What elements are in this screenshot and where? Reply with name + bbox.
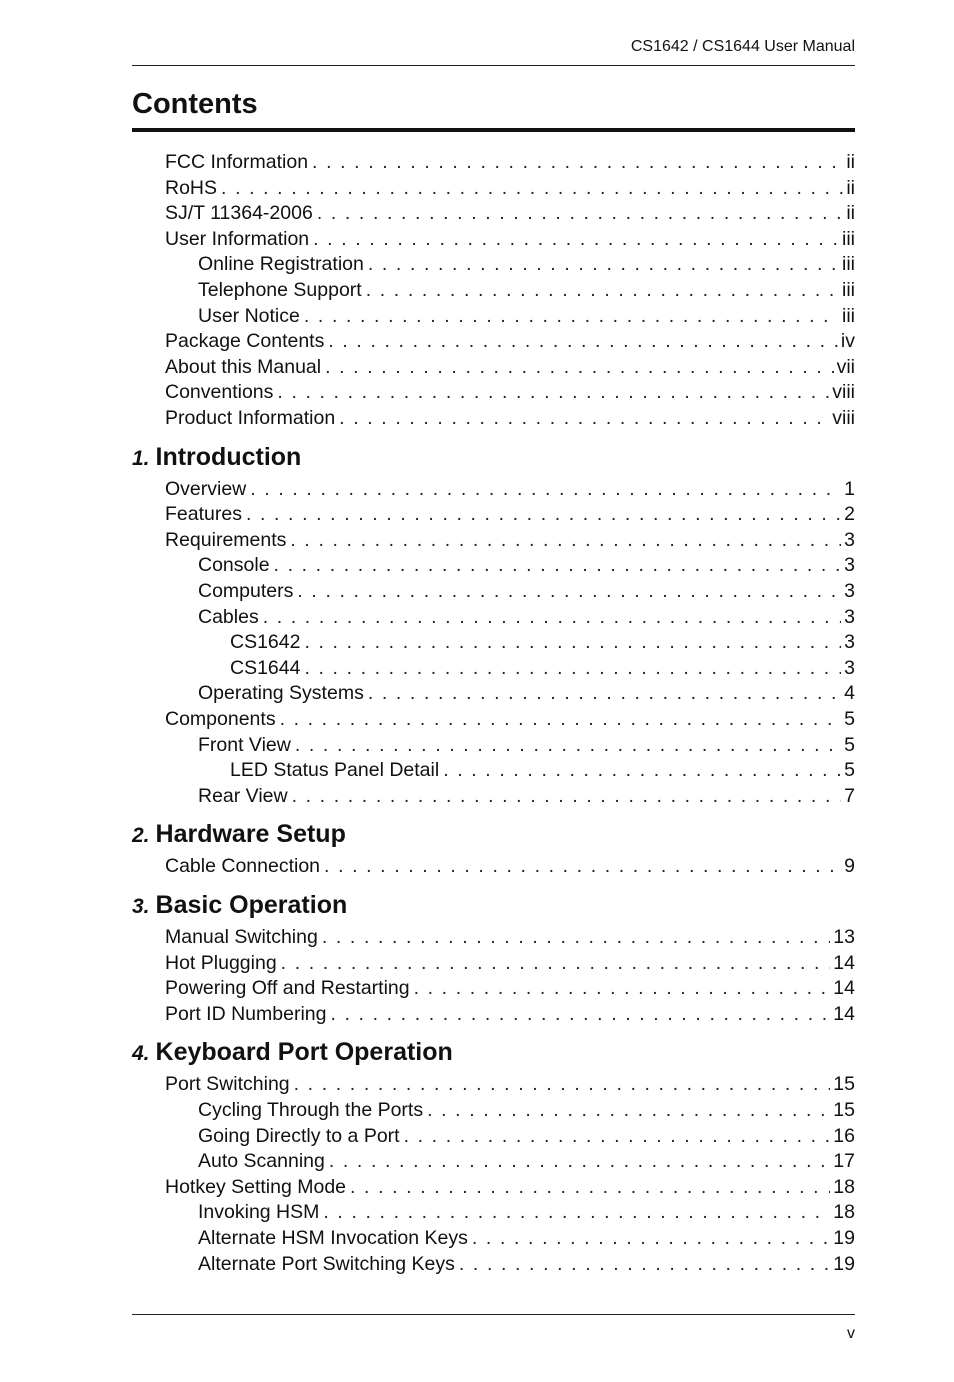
toc-entry-page: 2 [844,503,855,526]
toc-leader-dots [277,381,829,404]
toc-entry-label: Features [165,503,242,526]
toc-entry-page: 7 [844,784,855,807]
contents-rule [132,128,855,132]
toc-entry-label: SJ/T 11364-2006 [165,202,313,225]
contents-heading: Contents [132,88,258,120]
toc-entry-label: Powering Off and Restarting [165,977,410,1000]
toc-leader-dots [366,279,839,302]
toc-leader-dots [368,253,839,276]
toc-entry-label: Cycling Through the Ports [198,1099,424,1121]
chapter-number: 2. [132,824,150,848]
toc-entry-page: iii [842,304,855,327]
toc-entry-page: viii [832,407,855,429]
toc-leader-dots [328,330,838,353]
chapter-heading[interactable] [132,891,347,920]
toc-entry-label: CS1642 [230,631,301,654]
toc-entry-page: 17 [833,1150,855,1173]
toc-entry[interactable] [132,330,855,354]
toc-entry[interactable] [132,478,855,502]
toc-entry[interactable] [132,1003,855,1027]
toc-entry[interactable] [132,952,855,976]
chapter-title: Hardware Setup [155,820,346,849]
toc-entry[interactable] [132,305,855,329]
toc-entry-page: vii [836,355,855,378]
toc-entry-label: Online Registration [198,253,364,276]
toc-leader-dots [294,1073,831,1096]
toc-entry-label: CS1644 [230,656,301,679]
toc-entry[interactable] [132,503,855,527]
toc-entry[interactable] [132,1150,855,1174]
toc-entry[interactable] [132,785,855,809]
chapter-heading[interactable] [132,443,301,472]
toc-leader-dots [304,305,839,328]
toc-entry-page: 15 [833,1099,855,1121]
toc-leader-dots [274,554,842,577]
chapter-title: Basic Operation [155,891,348,919]
toc-entry[interactable] [132,407,855,431]
toc-entry-label: Port Switching [165,1073,290,1096]
toc-entry-label: Alternate HSM Invocation Keys [198,1227,468,1249]
toc-entry-label: Port ID Numbering [165,1002,327,1025]
footer-rule [132,1314,855,1315]
toc-entry[interactable] [132,151,855,175]
toc-entry[interactable] [132,554,855,578]
toc-entry-label: Requirements [165,528,287,551]
toc-leader-dots [313,228,839,251]
toc-entry-label: Console [198,554,270,577]
chapter-number: 3. [132,895,150,918]
toc-entry-page: 18 [833,1201,855,1224]
toc-entry-label: Auto Scanning [198,1150,325,1173]
toc-entry-label: RoHS [165,176,218,199]
toc-leader-dots [322,926,830,949]
chapter-number: 4. [132,1042,150,1066]
toc-entry[interactable] [132,1201,855,1225]
toc-entry-page: 3 [844,580,855,602]
toc-entry-page: 14 [833,977,855,1000]
chapter-title: Keyboard Port Operation [155,1038,453,1067]
toc-entry-label: Computers [198,580,294,602]
toc-leader-dots [427,1099,830,1122]
toc-entry-label: Hotkey Setting Mode [165,1175,347,1198]
toc-entry-page: iii [842,253,855,276]
toc-leader-dots [317,202,844,225]
toc-entry-label: Hot Plugging [165,951,277,974]
toc-leader-dots [329,1150,830,1173]
toc-entry-label: Telephone Support [198,279,362,301]
toc-entry[interactable] [132,1099,855,1123]
toc-entry[interactable] [132,279,855,303]
toc-entry-page: 18 [833,1175,855,1198]
toc-leader-dots [281,952,831,975]
toc-entry-page: 5 [844,733,855,756]
toc-entry-label: Cables [198,605,259,628]
toc-entry-label: Cable Connection [165,855,321,878]
toc-leader-dots [292,785,842,808]
toc-entry-page: 1 [844,477,855,500]
toc-entry[interactable] [132,356,855,380]
toc-entry-label: Conventions [165,381,274,404]
toc-entry-page: 3 [844,528,855,551]
toc-entry[interactable] [132,708,855,732]
toc-leader-dots [295,734,841,757]
toc-entry[interactable] [132,529,855,553]
toc-entry[interactable] [132,177,855,201]
toc-entry[interactable] [132,606,855,630]
toc-entry[interactable] [132,228,855,252]
toc-entry-page: viii [832,381,855,404]
toc-entry-page: 3 [844,605,855,628]
toc-leader-dots [459,1253,830,1276]
toc-entry-page: iii [842,227,855,250]
toc-entry-label: Rear View [198,784,288,807]
toc-entry[interactable] [132,1125,855,1149]
toc-entry-page: 15 [833,1073,855,1096]
toc-leader-dots [339,407,829,430]
toc-entry[interactable] [132,631,855,655]
toc-leader-dots [414,977,831,1000]
toc-entry[interactable] [132,682,855,706]
page-header-title: CS1642 / CS1644 User Manual [630,38,855,55]
toc-entry-page: 5 [844,708,855,730]
toc-entry-page: ii [846,176,855,199]
toc-entry-page: 14 [833,951,855,974]
toc-entry[interactable] [132,977,855,1001]
toc-entry-label: About this Manual [165,355,322,378]
toc-leader-dots [297,580,841,603]
toc-entry-label: Components [165,708,276,730]
toc-entry[interactable] [132,926,855,950]
toc-entry[interactable] [132,1253,855,1277]
toc-entry-page: 3 [844,656,855,679]
toc-entry-label: Manual Switching [165,926,318,948]
toc-entry-label: LED Status Panel Detail [230,759,440,782]
toc-entry-label: User Notice [198,304,300,327]
toc-entry-page: 14 [833,1002,855,1025]
toc-entry[interactable] [132,253,855,277]
chapter-heading[interactable] [132,1038,453,1067]
toc-entry-label: FCC Information [165,151,309,173]
toc-entry[interactable] [132,657,855,681]
toc-entry[interactable] [132,1227,855,1251]
chapter-number: 1. [132,446,150,470]
toc-entry-label: Package Contents [165,330,325,353]
toc-leader-dots [330,1003,830,1026]
toc-entry[interactable] [132,855,855,879]
chapter-title: Introduction [155,442,302,471]
toc-leader-dots [323,1201,830,1224]
toc-leader-dots [443,759,841,782]
toc-entry-label: Front View [198,733,291,756]
toc-entry-page: 19 [833,1227,855,1249]
chapter-heading[interactable] [132,820,346,849]
toc-entry[interactable] [132,1176,855,1200]
toc-leader-dots [263,606,841,629]
toc-entry-page: ii [846,202,855,225]
toc-leader-dots [221,177,843,200]
toc-entry[interactable] [132,580,855,604]
toc-leader-dots [250,478,841,501]
toc-entry-page: 4 [844,682,855,705]
toc-leader-dots [472,1227,830,1250]
toc-entry-page: 16 [833,1124,855,1147]
toc-entry-page: 19 [833,1252,855,1275]
toc-leader-dots [404,1125,831,1148]
toc-entry-label: Operating Systems [198,682,364,705]
toc-leader-dots [368,682,841,705]
toc-entry[interactable] [132,202,855,226]
toc-leader-dots [350,1176,830,1199]
header-rule [132,65,855,66]
footer-page-number: v [847,1325,855,1342]
toc-entry-page: 5 [844,759,855,782]
toc-entry-page: 13 [833,926,855,948]
toc-leader-dots [325,356,833,379]
toc-entry-label: Overview [165,477,247,500]
toc-entry-page: iii [842,279,855,301]
toc-leader-dots [324,855,841,878]
toc-entry-page: 3 [844,631,855,654]
toc-leader-dots [280,708,842,731]
toc-entry[interactable] [132,381,855,405]
toc-entry-page: ii [846,151,855,173]
toc-entry[interactable] [132,759,855,783]
toc-entry[interactable] [132,734,855,758]
toc-entry-label: Invoking HSM [198,1201,320,1224]
toc-leader-dots [290,529,841,552]
toc-entry-page: 9 [844,855,855,878]
toc-leader-dots [304,631,841,654]
toc-entry[interactable] [132,1073,855,1097]
toc-entry-page: 3 [844,554,855,577]
toc-entry-label: User Information [165,227,310,250]
toc-leader-dots [246,503,841,526]
toc-leader-dots [312,151,843,174]
toc-entry-page: iv [840,330,855,353]
toc-entry-label: Alternate Port Switching Keys [198,1252,455,1275]
toc-entry-label: Product Information [165,407,336,429]
toc-leader-dots [304,657,841,680]
toc-entry-label: Going Directly to a Port [198,1124,400,1147]
